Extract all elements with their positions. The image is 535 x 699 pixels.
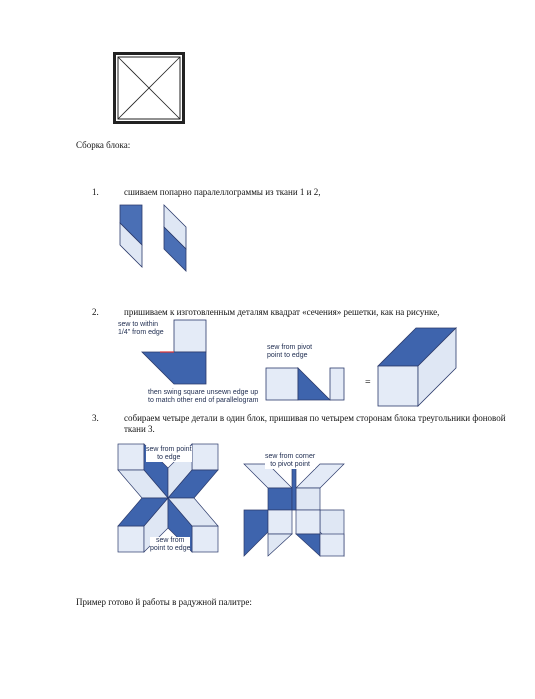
step-2-text: пришиваем к изготовленным деталям квадрат «сечения» решетки, как на рисунке, xyxy=(124,307,440,317)
footer-text: Пример готово й работы в радужной палитре: xyxy=(76,597,252,607)
note-swing: then swing square unsewn edge up to match other end of parallelogram xyxy=(148,389,259,404)
step-2-number: 2. xyxy=(92,307,99,317)
note-pivot: sew from pivot point to edge xyxy=(267,344,313,359)
step-2-swing-diagram xyxy=(140,318,220,388)
note-corner-pivot: sew from corner to pivot point xyxy=(265,453,316,468)
note-sew-point-bottom: sew from point to edge xyxy=(150,537,191,552)
step-3-number: 3. xyxy=(92,413,99,423)
step-2-cube-result xyxy=(376,326,458,408)
step-1-text: сшиваем попарно паралеллограммы из ткани 1 и 2, xyxy=(124,187,321,197)
block-diagram-square xyxy=(113,52,185,124)
note-sew-within: sew to within 1/4" from edge xyxy=(118,321,164,336)
section-heading: Сборка блока: xyxy=(76,140,131,150)
step-3-text-line2: ткани 3. xyxy=(124,424,155,434)
step-1-number: 1. xyxy=(92,187,99,197)
step-3-text-line1: собираем четыре детали в один блок, пришивая по четырем сторонам блока треугольники фоновой xyxy=(124,413,506,423)
equals-sign: = xyxy=(365,377,371,388)
step-3-block-right xyxy=(242,462,346,558)
step-2-pivot-diagram xyxy=(264,366,364,402)
note-sew-point-top: sew from point to edge xyxy=(146,446,192,461)
step-1-parallelograms xyxy=(112,205,212,275)
